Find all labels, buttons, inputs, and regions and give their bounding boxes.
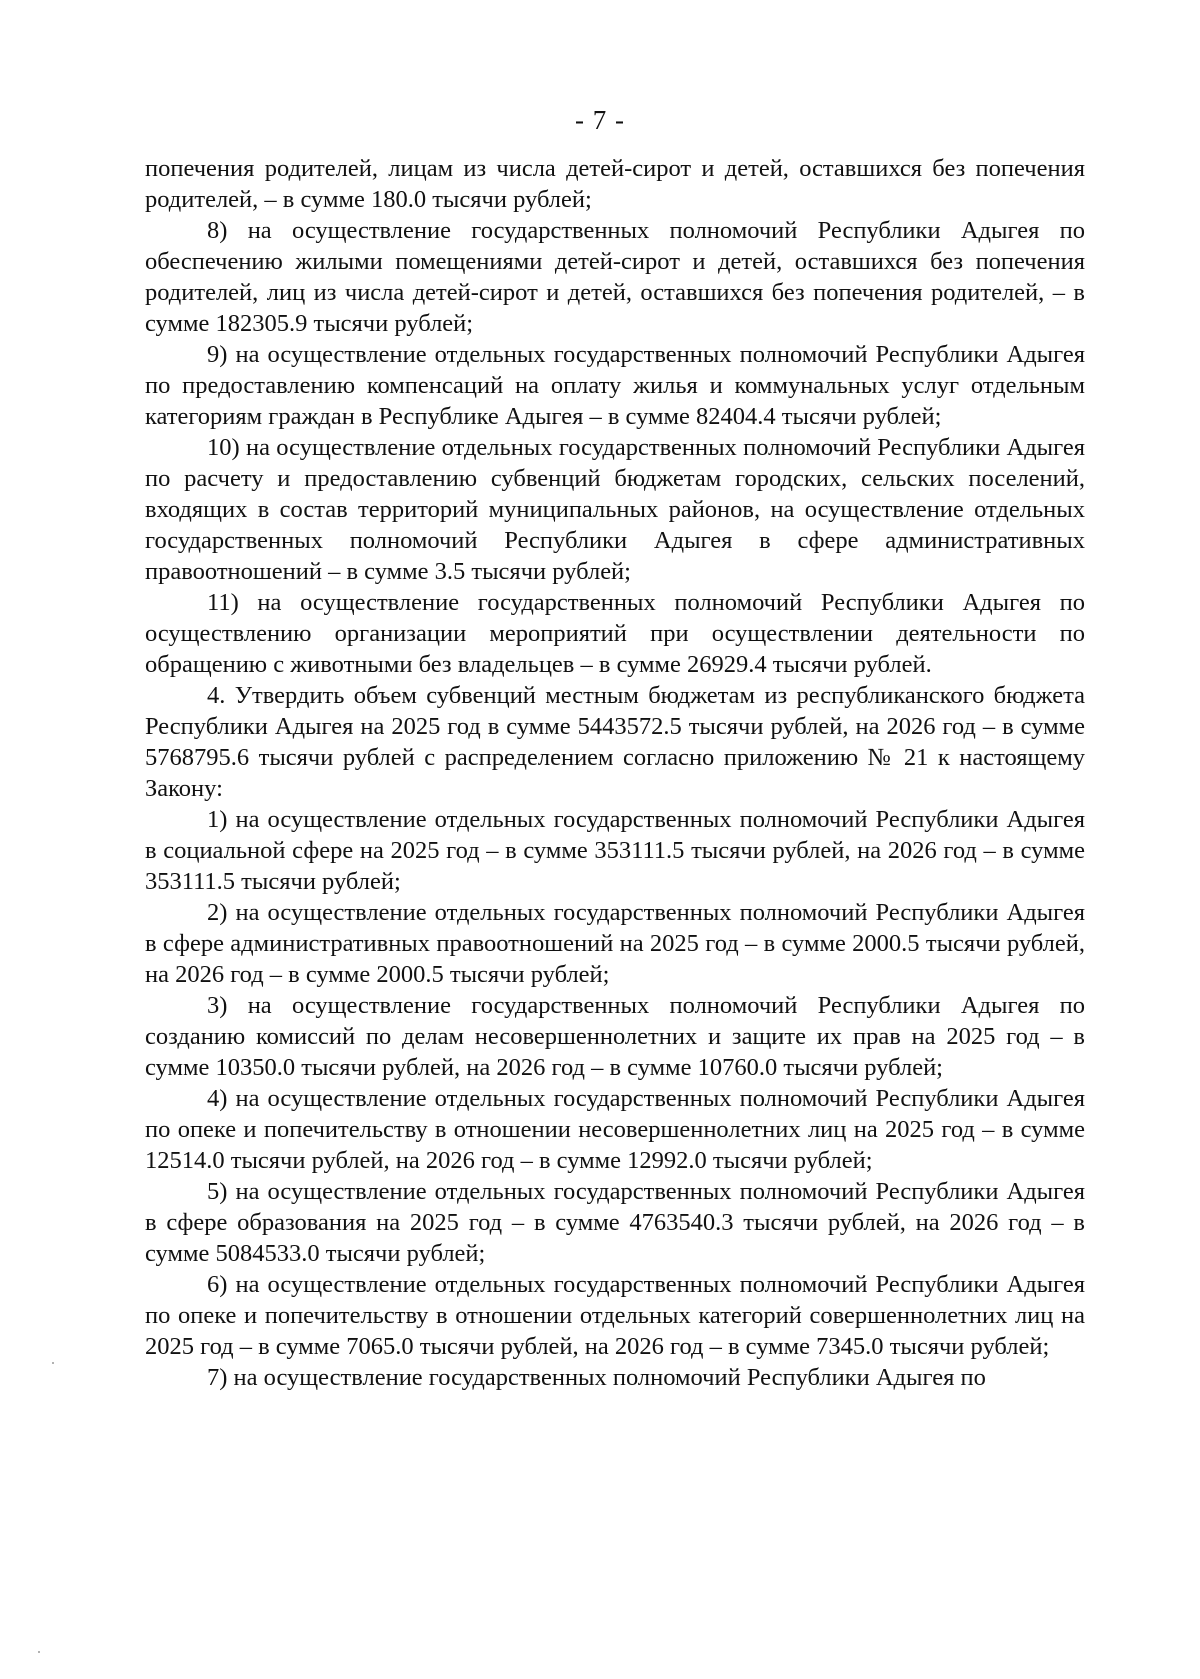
paragraph-clause-4: 4. Утвердить объем субвенций местным бюджетам из республиканского бюджета Республики Адыгея на 2025 год в сумме 5443572.5 тысячи рублей, на 2026 год – в сумме 5768795.6 тысячи рублей с распределением согласно приложению № 21 к настоящему Закону: [145,682,1085,802]
paragraph-item-9: 9) на осуществление отдельных государственных полномочий Республики Адыгея по предоставлению компенсаций на оплату жилья и коммунальных услуг отдельным категориям граждан в Республике Адыгея – в сумме 82404.4 тысячи рублей; [145,341,1085,430]
paragraph-item-8: 8) на осуществление государственных полномочий Республики Адыгея по обеспечению жилыми помещениями детей-сирот и детей, оставшихся без попечения родителей, лиц из числа детей-сирот и детей, оставшихся без попечения родителей, – в сумме 182305.9 тысячи рублей; [145,217,1085,337]
document-body [145,153,1085,1393]
paragraph-subitem-1: 1) на осуществление отдельных государственных полномочий Республики Адыгея в социальной сфере на 2025 год – в сумме 353111.5 тысячи рублей, на 2026 год – в сумме 353111.5 тысячи рублей; [145,806,1085,895]
scan-speck [38,1651,40,1653]
page-number: - 7 - [575,105,625,135]
paragraph-subitem-6: 6) на осуществление отдельных государственных полномочий Республики Адыгея по опеке и попечительству в отношении отдельных категорий совершеннолетних лиц на 2025 год – в сумме 7065.0 тысячи рублей, на 2026 год – в сумме 7345.0 тысячи рублей; [145,1271,1085,1360]
paragraph-subitem-4: 4) на осуществление отдельных государственных полномочий Республики Адыгея по опеке и попечительству в отношении несовершеннолетних лиц на 2025 год – в сумме 12514.0 тысячи рублей, на 2026 год – в сумме 12992.0 тысячи рублей; [145,1085,1085,1174]
paragraph-subitem-3: 3) на осуществление государственных полномочий Республики Адыгея по созданию комиссий по делам несовершеннолетних и защите их прав на 2025 год – в сумме 10350.0 тысячи рублей, на 2026 год – в сумме 10760.0 тысячи рублей; [145,992,1085,1081]
paragraph-subitem-7: 7) на осуществление государственных полномочий Республики Адыгея по [207,1364,986,1391]
paragraph-subitem-2: 2) на осуществление отдельных государственных полномочий Республики Адыгея в сфере административных правоотношений на 2025 год – в сумме 2000.5 тысячи рублей, на 2026 год – в сумме 2000.5 тысячи рублей; [145,899,1085,988]
paragraph-item-10: 10) на осуществление отдельных государственных полномочий Республики Адыгея по расчету и предоставлению субвенций бюджетам городских, сельских поселений, входящих в состав территорий муниципальных районов, на осуществление отдельных государственных полномочий Республики Адыгея в сфере административных правоотношений – в сумме 3.5 тысячи рублей; [145,434,1085,585]
scan-speck [52,1362,54,1364]
paragraph-continuation: попечения родителей, лицам из числа детей-сирот и детей, оставшихся без попечения родителей, – в сумме 180.0 тысячи рублей; [145,155,1085,213]
paragraph-item-11: 11) на осуществление государственных полномочий Республики Адыгея по осуществлению организации мероприятий при осуществлении деятельности по обращению с животными без владельцев – в сумме 26929.4 тысячи рублей. [145,589,1085,678]
paragraph-subitem-5: 5) на осуществление отдельных государственных полномочий Республики Адыгея в сфере образования на 2025 год – в сумме 4763540.3 тысячи рублей, на 2026 год – в сумме 5084533.0 тысячи рублей; [145,1178,1085,1267]
